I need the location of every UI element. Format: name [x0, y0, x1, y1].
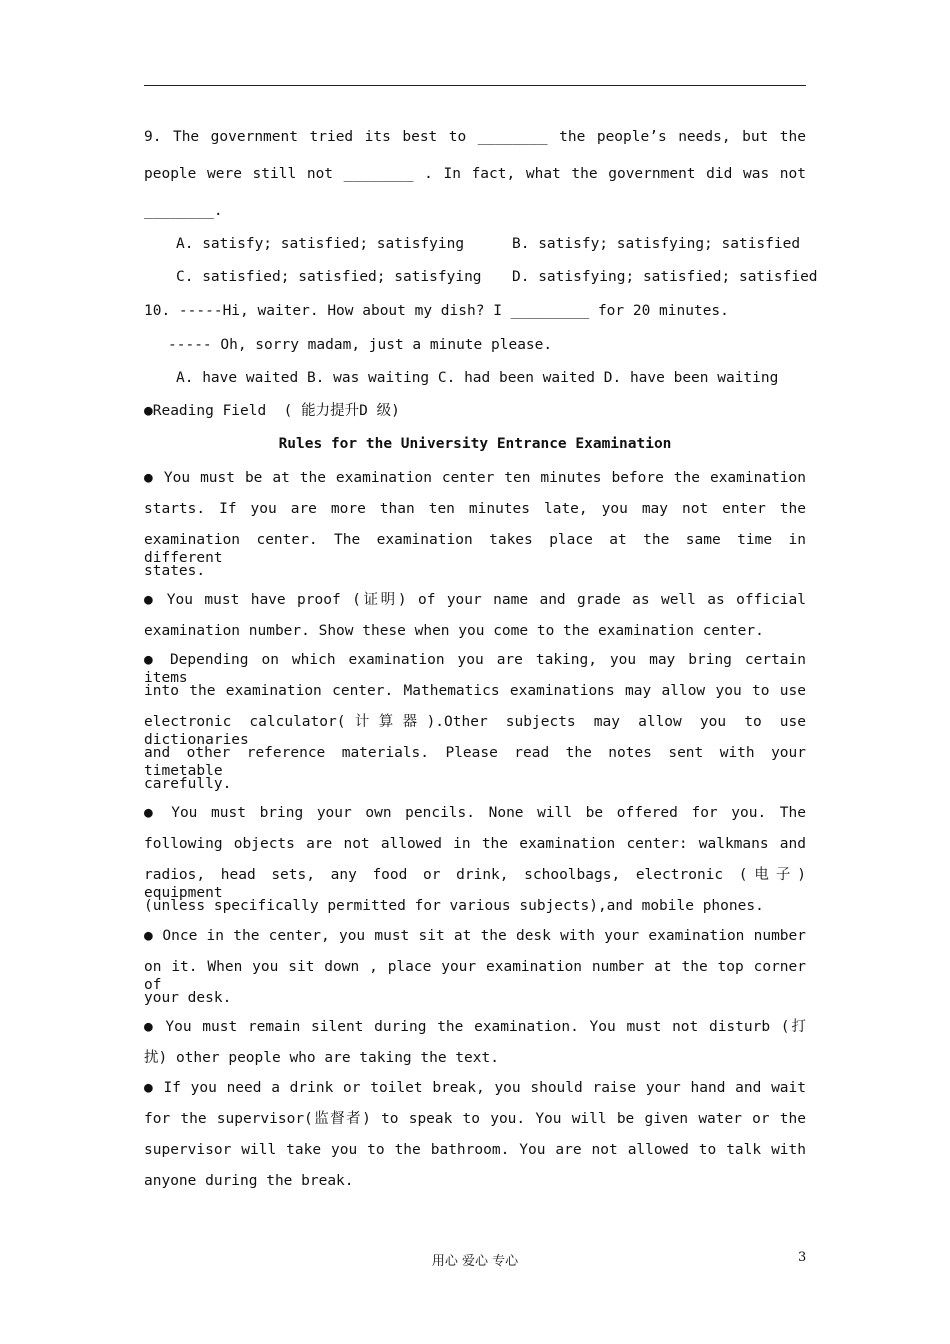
p4-line-1: ● You must bring your own pencils. None will be offered for you. The: [144, 805, 806, 821]
q9-line-3: ________.: [144, 203, 223, 219]
reading-field-heading: ●Reading Field ( 能力提升D 级): [144, 403, 400, 419]
p7-line-4: anyone during the break.: [144, 1173, 354, 1189]
q10-options: A. have waited B. was waiting C. had been waited D. have been waiting: [176, 370, 779, 386]
p5-line-3: your desk.: [144, 990, 232, 1006]
page-number: 3: [798, 1250, 807, 1265]
p3-line-5: carefully.: [144, 776, 232, 792]
passage-title: Rules for the University Entrance Examination: [278, 436, 672, 452]
p7-line-3: supervisor will take you to the bathroom. You are not allowed to talk with: [144, 1142, 806, 1158]
p1-line-4: states.: [144, 563, 206, 579]
p5-line-2: on it. When you sit down , place your examination number at the top corner of: [144, 959, 806, 993]
p2-line-1: ● You must have proof (证明) of your name and grade as well as official: [144, 592, 806, 608]
p6-line-2: 扰) other people who are taking the text.: [144, 1050, 499, 1066]
p5-line-1: ● Once in the center, you must sit at the desk with your examination number: [144, 928, 806, 944]
q9-option-a: A. satisfy; satisfied; satisfying: [176, 236, 465, 252]
p2-line-2: examination number. Show these when you come to the examination center.: [144, 623, 764, 639]
page-footer: 用心 爱心 专心: [431, 1254, 519, 1269]
header-rule: [144, 85, 806, 86]
p1-line-3: examination center. The examination takes place at the same time in different: [144, 532, 806, 566]
q9-option-c: C. satisfied; satisfied; satisfying: [176, 269, 482, 285]
p6-line-1: ● You must remain silent during the examination. You must not disturb (打: [144, 1019, 806, 1035]
q9-option-b: B. satisfy; satisfying; satisfied: [512, 236, 801, 252]
q10-line-1: 10. -----Hi, waiter. How about my dish? I _________ for 20 minutes.: [144, 303, 729, 319]
p3-line-2: into the examination center. Mathematics examinations may allow you to use: [144, 683, 806, 699]
p3-line-4: and other reference materials. Please read the notes sent with your timetable: [144, 745, 806, 779]
p7-line-2: for the supervisor(监督者) to speak to you. You will be given water or the: [144, 1111, 806, 1127]
p7-line-1: ● If you need a drink or toilet break, you should raise your hand and wait: [144, 1080, 806, 1096]
q10-line-2: ----- Oh, sorry madam, just a minute please.: [168, 337, 553, 353]
p4-line-2: following objects are not allowed in the examination center: walkmans and: [144, 836, 806, 852]
q9-line-1: 9. The government tried its best to ________ the people’s needs, but the: [144, 129, 806, 145]
p3-line-3: electronic calculator(计算器).Other subjects may allow you to use dictionaries: [144, 714, 806, 748]
p4-line-3: radios, head sets, any food or drink, schoolbags, electronic (电子) equipment: [144, 867, 806, 901]
q9-option-d: D. satisfying; satisfied; satisfied: [512, 269, 818, 285]
p1-line-1: ● You must be at the examination center ten minutes before the examination: [144, 470, 806, 486]
p4-line-4: (unless specifically permitted for various subjects),and mobile phones.: [144, 898, 764, 914]
p3-line-1: ● Depending on which examination you are taking, you may bring certain items: [144, 652, 806, 686]
p1-line-2: starts. If you are more than ten minutes late, you may not enter the: [144, 501, 806, 517]
q9-line-2: people were still not ________ . In fact, what the government did was not: [144, 166, 806, 182]
